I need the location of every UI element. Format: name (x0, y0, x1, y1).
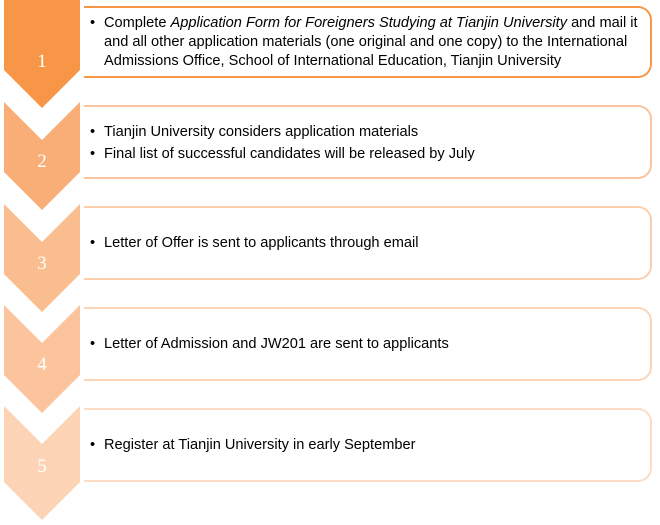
bullet-icon: • (90, 15, 96, 31)
bullet-icon: • (90, 124, 96, 140)
step-2-bullet-1 (90, 123, 640, 142)
step-4-text-1: Letter of Admission and JW201 are sent to applicants (104, 336, 449, 352)
step-2-text-2: Final list of successful candidates will be released by July (104, 146, 475, 162)
step-4-bullet-1 (90, 335, 640, 354)
step-2-bullet-2 (90, 145, 640, 164)
step-2-description-box (84, 105, 652, 179)
step-4-number: 4 (37, 354, 47, 375)
process-step-2 (0, 102, 660, 220)
step-5-description-box (84, 408, 652, 482)
step-1-number: 1 (37, 51, 47, 72)
bullet-icon: • (90, 146, 96, 162)
step-3-number: 3 (37, 253, 47, 274)
bullet-icon: • (90, 235, 96, 251)
step-2-chevron (0, 102, 86, 220)
step-2-number: 2 (37, 151, 47, 172)
step-1-text-prefix: Complete (104, 15, 171, 31)
step-5-number: 5 (37, 456, 47, 477)
step-1-form-name: Application Form for Foreigners Studying at Tianjin University (170, 15, 568, 31)
step-3-text-1: Letter of Offer is sent to applicants through email (104, 235, 419, 251)
step-1-chevron (0, 0, 86, 118)
step-2-text-1: Tianjin University considers application materials (104, 124, 419, 140)
step-5-chevron (0, 406, 86, 525)
step-3-description-box (84, 206, 652, 280)
process-step-1 (0, 0, 660, 118)
step-3-bullet-1 (90, 234, 640, 253)
step-1-bullet-1 (90, 14, 640, 71)
bullet-icon: • (90, 336, 96, 352)
step-4-description-box (84, 307, 652, 381)
process-step-5 (0, 406, 660, 525)
step-1-text-suffix: and mail it and all other application materials (one original and one copy) to the International Admissions Office, School of International Education, Tianjin University (104, 15, 638, 69)
bullet-icon: • (90, 437, 96, 453)
step-1-description-box (84, 6, 652, 78)
step-5-text-1: Register at Tianjin University in early September (104, 437, 416, 453)
step-5-bullet-1 (90, 436, 640, 455)
